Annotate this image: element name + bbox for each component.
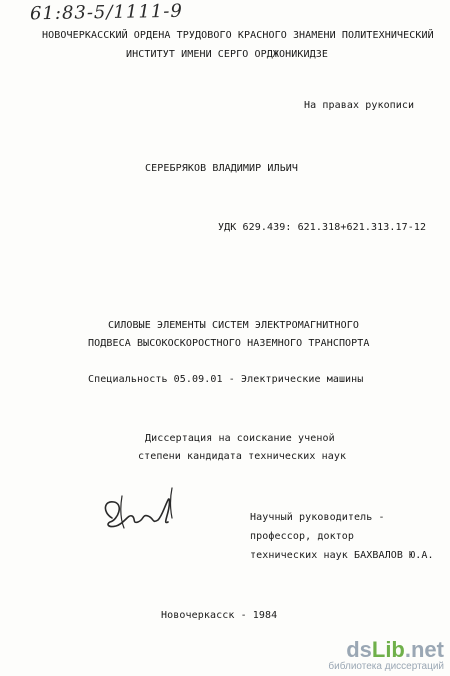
thesis-title-line-2: ПОДВЕСА ВЫСОКОСКОРОСТНОГО НАЗЕМНОГО ТРАНСПОРТА — [88, 338, 370, 349]
dslib-logo-net: .net — [404, 637, 444, 662]
supervisor-line-3: технических наук БАХВАЛОВ Ю.А. — [250, 550, 434, 561]
author-name: СЕРЕБРЯКОВ ВЛАДИМИР ИЛЬИЧ — [145, 163, 299, 174]
institution-line-2: ИНСТИТУТ ИМЕНИ СЕРГО ОРДЖОНИКИДЗЕ — [126, 49, 328, 60]
dslib-logo-ds: ds — [346, 637, 372, 662]
place-year: Новочеркасск - 1984 — [161, 610, 278, 621]
archive-handwritten-note: 61:83-5/1111-9 — [29, 0, 183, 25]
dslib-watermark — [328, 639, 444, 672]
supervisor-line-1: Научный руководитель - — [250, 512, 385, 523]
dissertation-line-2: степени кандидата технических наук — [138, 451, 347, 462]
udk-code: УДК 629.439: 621.318+621.313.17-12 — [218, 222, 427, 233]
dslib-subtitle: библиотека диссертаций — [328, 661, 444, 672]
specialty-line: Специальность 05.09.01 - Электрические машины — [88, 374, 364, 385]
thesis-title-line-1: СИЛОВЫЕ ЭЛЕМЕНТЫ СИСТЕМ ЭЛЕКТРОМАГНИТНОГО — [108, 320, 359, 331]
signature-handwritten — [98, 478, 188, 538]
dslib-logo-lib: Lib — [371, 637, 405, 662]
institution-line-1: НОВОЧЕРКАССКИЙ ОРДЕНА ТРУДОВОГО КРАСНОГО ЗНАМЕНИ ПОЛИТЕХНИЧЕСКИЙ — [42, 30, 434, 41]
dslib-logo — [328, 639, 444, 661]
rights-note: На правах рукописи — [304, 100, 415, 111]
dissertation-line-1: Диссертация на соискание ученой — [145, 433, 335, 444]
supervisor-line-2: профессор, доктор — [250, 531, 355, 542]
